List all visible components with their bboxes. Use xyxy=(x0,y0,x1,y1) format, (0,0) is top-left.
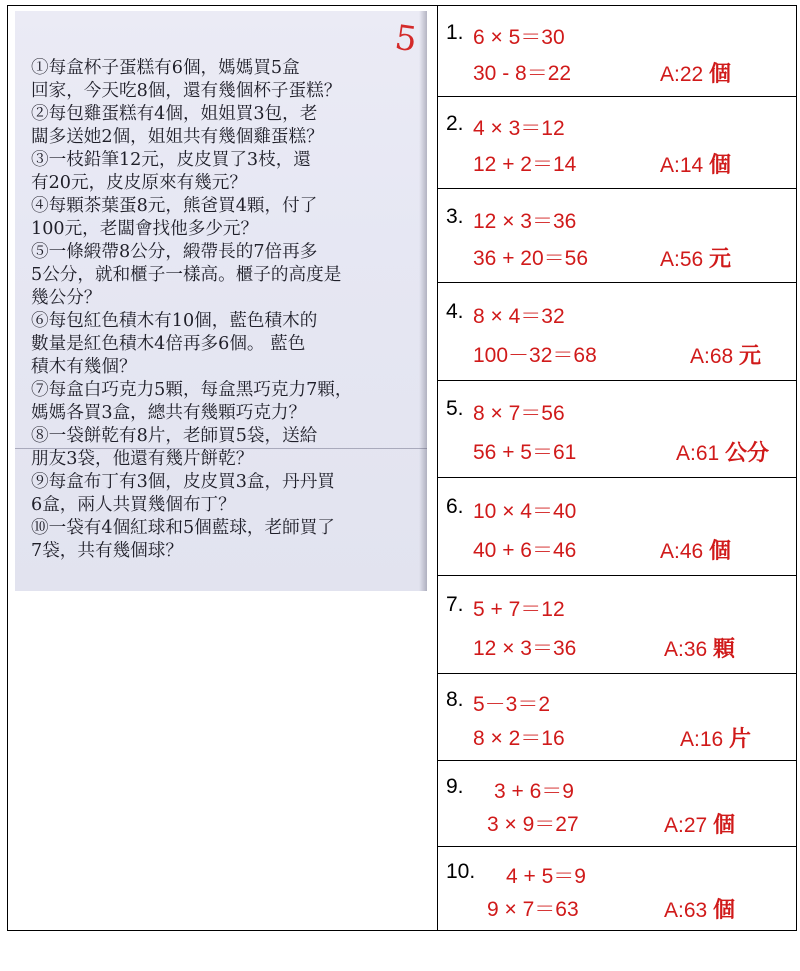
worksheet-line: 媽媽各買3盒，總共有幾顆巧克力？ xyxy=(31,403,307,423)
equation-line-2: 8 × 2＝16 xyxy=(473,727,565,750)
worksheet-line: ⑧一袋餅乾有8片，老師買5袋，送給 xyxy=(31,426,318,446)
answer-row-separator xyxy=(438,673,797,674)
equation-line-2: 56 + 5＝61 xyxy=(473,441,577,464)
answer-number: 7. xyxy=(446,593,464,616)
worksheet-photo xyxy=(15,11,427,591)
worksheet-line: 100元，老闆會找他多少元？ xyxy=(31,219,259,239)
worksheet-line: 6盒，兩人共買幾個布丁？ xyxy=(31,495,236,515)
answer-number: 4. xyxy=(446,300,464,323)
answer-row-separator xyxy=(438,760,797,761)
worksheet-line: 闆多送她2個，姐姐共有幾個雞蛋糕？ xyxy=(31,127,324,147)
equation-line-2: 30 - 8＝22 xyxy=(473,62,572,85)
answer-row-separator xyxy=(438,188,797,189)
worksheet-line: ⑥每包紅色積木有10個，藍色積木的 xyxy=(31,311,318,331)
worksheet-line: 5公分，就和櫃子一樣高。櫃子的高度是 xyxy=(31,265,342,285)
answer-unit: 個 xyxy=(713,813,736,838)
answer-number: 1. xyxy=(446,21,464,44)
answer-row-separator xyxy=(438,846,797,847)
answer-unit: 公分 xyxy=(725,441,770,466)
worksheet-line: 數量是紅色積木4倍再多6個。 藍色 xyxy=(31,334,306,354)
worksheet-line: ⑨每盒布丁有3個，皮皮買3盒，丹丹買 xyxy=(31,472,335,492)
worksheet-line: ⑩一袋有4個紅球和5個藍球，老師買了 xyxy=(31,518,335,538)
answer-value: A:22 xyxy=(660,63,704,86)
page-number: 5 xyxy=(392,17,420,61)
answer-number: 6. xyxy=(446,495,464,518)
worksheet-line: 朋友3袋，他還有幾片餅乾？ xyxy=(31,449,254,469)
paper-fold xyxy=(15,448,427,449)
answer-unit: 元 xyxy=(709,247,732,272)
equation-line-1: 5－3＝2 xyxy=(473,693,551,716)
answer-result xyxy=(660,242,731,273)
equation-line-1: 5 + 7＝12 xyxy=(473,598,565,621)
answer-unit: 個 xyxy=(709,539,732,564)
answer-value: A:61 xyxy=(676,442,720,465)
answer-result xyxy=(680,722,751,753)
answer-row-separator xyxy=(438,575,797,576)
answer-result xyxy=(690,339,761,370)
answer-row-separator xyxy=(438,380,797,381)
equation-line-2: 12 + 2＝14 xyxy=(473,153,577,176)
worksheet-line: 有20元，皮皮原來有幾元？ xyxy=(31,173,247,193)
equation-line-1: 6 × 5＝30 xyxy=(473,26,565,49)
answer-result xyxy=(660,57,731,88)
answer-value: A:56 xyxy=(660,248,704,271)
answer-result xyxy=(664,808,735,839)
answer-result xyxy=(664,893,735,924)
answer-number: 10. xyxy=(446,860,476,883)
worksheet-text xyxy=(31,57,423,587)
equation-line-1: 8 × 7＝56 xyxy=(473,402,565,425)
equation-line-2: 40 + 6＝46 xyxy=(473,539,577,562)
equation-line-2: 12 × 3＝36 xyxy=(473,637,577,660)
equation-line-1: 3 + 6＝9 xyxy=(494,780,574,803)
equation-line-1: 12 × 3＝36 xyxy=(473,210,577,233)
worksheet-line: 回家，今天吃8個，還有幾個杯子蛋糕？ xyxy=(31,81,342,101)
answer-number: 2. xyxy=(446,112,464,135)
worksheet-line: ①每盒杯子蛋糕有6個，媽媽買5盒 xyxy=(31,58,300,78)
photo-shadow xyxy=(419,11,427,591)
answer-number: 8. xyxy=(446,688,464,711)
answer-row-separator xyxy=(438,96,797,97)
answer-value: A:36 xyxy=(664,638,708,661)
column-divider xyxy=(437,5,438,931)
answer-unit: 個 xyxy=(713,898,736,923)
answer-number: 9. xyxy=(446,775,464,798)
answer-number: 5. xyxy=(446,397,464,420)
answer-value: A:68 xyxy=(690,345,734,368)
answer-unit: 個 xyxy=(709,62,732,87)
answer-value: A:16 xyxy=(680,728,724,751)
equation-line-2: 9 × 7＝63 xyxy=(487,898,579,921)
equation-line-2: 3 × 9＝27 xyxy=(487,813,579,836)
answer-result xyxy=(676,436,769,467)
worksheet-line: 積木有幾個？ xyxy=(31,357,137,377)
answer-value: A:46 xyxy=(660,540,704,563)
answer-value: A:14 xyxy=(660,154,704,177)
answer-unit: 顆 xyxy=(713,637,736,662)
answer-number: 3. xyxy=(446,205,464,228)
worksheet-line: ④每顆茶葉蛋8元，熊爸買4顆，付了 xyxy=(31,196,318,216)
worksheet-line: ⑦每盒白巧克力5顆，每盒黑巧克力7顆， xyxy=(31,380,353,400)
equation-line-1: 10 × 4＝40 xyxy=(473,500,577,523)
answer-unit: 個 xyxy=(709,153,732,178)
equation-line-1: 4 + 5＝9 xyxy=(506,865,586,888)
equation-line-1: 4 × 3＝12 xyxy=(473,117,565,140)
equation-line-1: 8 × 4＝32 xyxy=(473,305,565,328)
answer-row-separator xyxy=(438,282,797,283)
answer-value: A:27 xyxy=(664,814,708,837)
equation-line-2: 36 + 20＝56 xyxy=(473,247,589,270)
answer-result xyxy=(660,534,731,565)
answer-unit: 元 xyxy=(739,344,762,369)
worksheet-line: 7袋，共有幾個球？ xyxy=(31,541,183,561)
worksheet-line: ③一枝鉛筆12元，皮皮買了3枝，還 xyxy=(31,150,311,170)
answer-value: A:63 xyxy=(664,899,708,922)
answer-result xyxy=(664,632,735,663)
worksheet-line: ②每包雞蛋糕有4個，姐姐買3包，老 xyxy=(31,104,318,124)
answer-unit: 片 xyxy=(729,727,752,752)
answer-row-separator xyxy=(438,477,797,478)
equation-line-2: 100－32＝68 xyxy=(473,344,597,367)
worksheet-line: ⑤一條緞帶8公分，緞帶長的7倍再多 xyxy=(31,242,318,262)
answer-result xyxy=(660,148,731,179)
worksheet-line: 幾公分？ xyxy=(31,288,102,308)
